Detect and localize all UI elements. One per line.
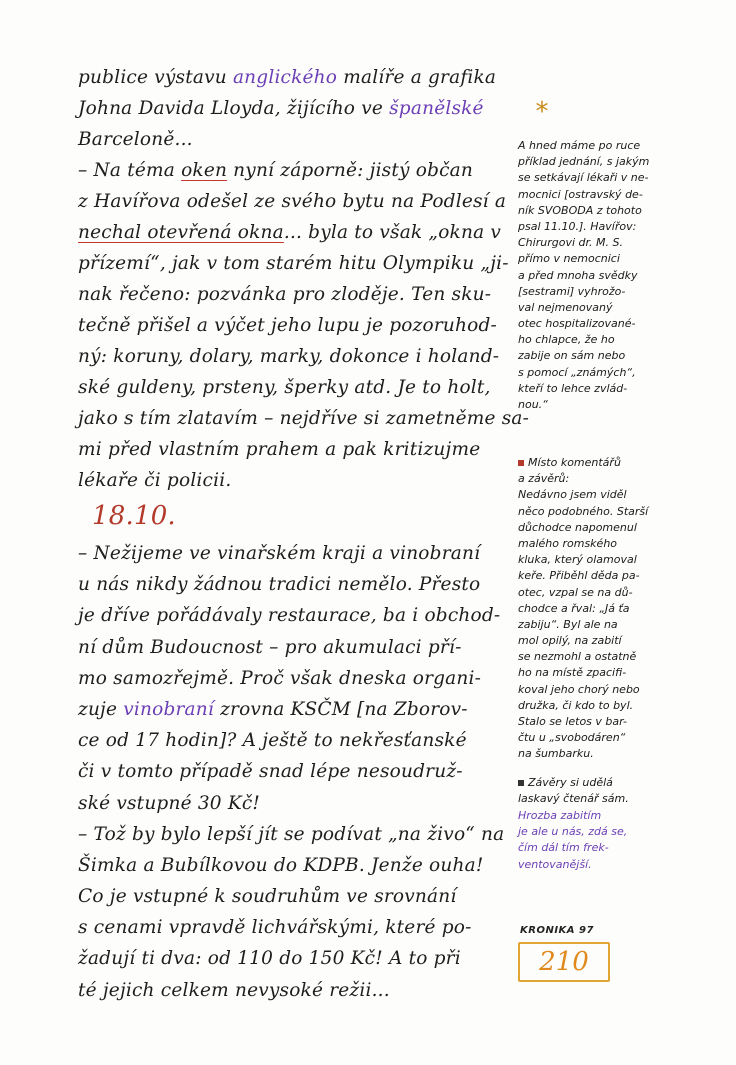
side-line [518,617,708,633]
text-segment: či v tomto případě snad lépe nesoudruž- [78,761,463,783]
text-line [78,569,518,600]
side-text: otec, vzpal se na dů- [518,585,633,599]
text-segment: ce od 17 hodin]? A ještě to nekřesťanské [78,730,467,752]
side-text: s pomocí „známých“, [518,365,636,379]
side-line [518,665,708,681]
text-segment: malíře a grafika [337,67,497,88]
text-segment: ské vstupné 30 Kč! [78,792,261,814]
side-text: mocnici [ostravský de- [518,187,643,201]
side-text: laskavý čtenář sám. [518,792,629,806]
text-line [78,341,518,372]
text-segment: nyní záporně: jistý občan [227,160,474,181]
side-line [518,284,708,300]
text-line [78,310,518,341]
side-line [518,300,708,316]
side-text: přímo v nemocnici [518,252,620,266]
side-text: a před mnoha svědky [518,268,638,282]
side-line [518,203,708,219]
side-line [518,824,708,840]
text-line [78,155,518,186]
text-segment: Šimka a Bubílkovou do KDPB. Jenže ouha! [78,854,484,876]
side-line [518,187,708,203]
text-line [78,725,518,756]
side-text: otec hospitalizované- [518,317,636,331]
text-line [78,819,518,850]
side-text: psal 11.10.]. Havířov: [518,219,637,233]
main-column [78,62,530,1006]
side-text: koval jeho chorý nebo [518,682,640,696]
text-line [78,372,518,403]
text-segment: u nás nikdy žádnou tradici nemělo. Přesto [78,574,481,596]
side-line [518,682,708,698]
side-line [518,170,708,186]
side-text: Chirurgovi dr. M. S. [518,236,623,250]
main-text-block-1 [78,62,530,496]
side-line [518,775,708,791]
text-segment: – Nežijeme ve vinařském kraji a vinobraní [78,543,481,564]
text-segment: – Na téma [78,160,182,181]
side-note-2 [518,455,708,763]
side-text: val nejmenovaný [518,300,613,314]
side-text: něco podobného. Starší [518,504,649,518]
text-line [78,186,518,217]
side-line [518,698,708,714]
side-line [518,365,708,381]
text-segment: ské guldeny, prsteny, šperky atd. Je to holt, [78,377,491,398]
side-line [518,316,708,332]
side-line [518,840,708,856]
text-segment: lékaře či policii. [78,470,232,491]
side-text: mol opilý, na zabití [518,634,622,648]
text-segment: té jejich celkem nevysoké režii... [78,979,390,1001]
text-segment: tečně přišel a výčet jeho lupu je pozoruhod- [78,315,497,336]
text-segment: ... byla to však „okna v [283,222,502,243]
side-line [518,791,708,807]
side-text: čtu u „svobodáren“ [518,731,626,745]
text-segment: přízemí“, jak v tom starém hitu Olympiku „ji- [78,253,509,274]
text-line [78,403,530,434]
side-line [518,154,708,170]
text-segment: nechal otevřená okna [78,222,284,243]
side-text: A hned máme po ruce [518,139,641,152]
side-text: kteří to lehce zvlád- [518,381,628,395]
text-line [78,788,518,819]
text-line [78,850,518,881]
text-line [78,943,518,974]
text-segment: Johna Davida Lloyda, žijícího ve [78,98,390,119]
text-line [78,912,518,943]
side-note-3 [518,775,708,807]
text-line [78,632,518,663]
text-line [78,62,518,93]
text-segment: žadují ti dva: od 110 do 150 Kč! A to při [78,948,461,970]
side-text: je ale u nás, zdá se, [518,825,628,839]
side-line [518,235,708,251]
side-line [518,808,708,824]
asterisk-marker: * [535,97,549,127]
text-segment: ní dům Budoucnost – pro akumulaci pří- [78,636,462,658]
side-text: se nezmohl a ostatně [518,650,637,664]
side-text: nou.“ [518,398,548,411]
text-segment: nak řečeno: pozvánka pro zloděje. Ten sku- [78,284,492,305]
side-text: [sestrami] vyhrožo- [518,284,626,298]
side-line [518,714,708,730]
text-segment: ný: koruny, dolary, marky, dokonce i holand- [78,346,500,367]
text-line [78,663,518,694]
text-segment: Barceloně... [78,129,193,150]
text-segment: zuje [78,698,124,720]
side-line [518,487,708,503]
text-segment: vinobraní [123,698,215,720]
text-segment: je dříve pořádávaly restaurace, ba i obchod- [78,605,501,627]
side-line [518,536,708,552]
side-note-4 [518,808,708,873]
side-text: Nedávno jsem viděl [518,488,627,502]
side-line [518,381,708,397]
side-text: a závěrů: [518,472,570,486]
side-line [518,455,708,471]
side-text: keře. Přiběhl děda pa- [518,569,640,583]
side-text: kluka, který olamoval [518,553,637,567]
text-line [78,248,518,279]
text-line [78,881,518,912]
side-line [518,251,708,267]
side-line [518,520,708,536]
text-line [78,975,518,1006]
side-line [518,268,708,284]
side-text: důchodce napomenul [518,520,637,534]
side-text: zabije on sám nebo [518,349,626,363]
date-heading: 18.10. [92,501,176,531]
side-line [518,504,708,520]
side-text: Závěry si udělá [528,776,613,789]
side-line [518,138,708,154]
text-line [78,538,518,569]
text-segment: z Havířova odešel ze svého bytu na Podlesí a [78,191,507,212]
side-text: Hrozba zabitím [518,809,602,822]
side-line [518,585,708,601]
side-text: ventovanější. [518,857,592,871]
text-segment: zrovna KSČM [na Zborov- [214,698,468,720]
bullet-icon [518,780,524,786]
side-text: na šumbarku. [518,747,594,761]
side-line [518,348,708,364]
side-line [518,857,708,873]
side-text: zabiju“. Byl ale na [518,617,618,631]
text-line [78,600,518,631]
side-text: ho na místě zpacifi- [518,666,627,680]
side-line [518,552,708,568]
side-text: malého romského [518,536,618,550]
side-line [518,746,708,762]
side-note-1 [518,138,708,413]
text-line [78,465,518,496]
text-segment: oken [181,160,228,181]
chronicle-label: KRONIKA 97 [520,925,594,936]
side-text: čím dál tím frek- [518,841,609,855]
text-line [78,124,518,155]
page-number: 210 [518,942,610,982]
text-segment: mo samozřejmě. Proč však dneska organi- [78,667,482,689]
text-line [78,217,518,248]
side-text: příklad jednání, s jakým [518,155,650,169]
side-line [518,649,708,665]
side-text: družka, či kdo to byl. [518,698,634,712]
side-line [518,568,708,584]
bullet-icon [518,460,524,466]
side-text: ník SVOBODA z tohoto [518,203,642,217]
text-segment: anglického [232,67,338,88]
text-segment: jako s tím zlatavím – nejdříve si zametněme sa- [78,408,530,429]
side-line [518,471,708,487]
side-line [518,633,708,649]
text-line [78,434,518,465]
text-segment: Co je vstupné k soudruhům ve srovnání [78,886,457,908]
text-line [78,279,518,310]
side-line [518,601,708,617]
text-line [78,694,518,725]
side-line [518,219,708,235]
text-segment: – Tož by bylo lepší jít se podívat „na živo“ na [78,823,505,845]
side-text: ho chlapce, že ho [518,333,615,347]
side-text: chodce a řval: „Já ťa [518,601,630,615]
text-segment: španělské [389,98,484,119]
side-line [518,730,708,746]
main-text-block-2 [78,538,518,1006]
side-text: Místo komentářů [528,456,621,469]
text-segment: publice výstavu [78,67,233,88]
text-line [78,93,518,124]
side-text: se setkávají lékaři v ne- [518,171,649,185]
side-text: Stalo se letos v bar- [518,715,628,728]
text-segment: s cenami vpravdě lichvářskými, které po- [78,917,472,939]
side-line [518,397,708,413]
text-segment: mi před vlastním prahem a pak kritizujme [78,439,481,460]
side-line [518,332,708,348]
text-line [78,756,518,787]
